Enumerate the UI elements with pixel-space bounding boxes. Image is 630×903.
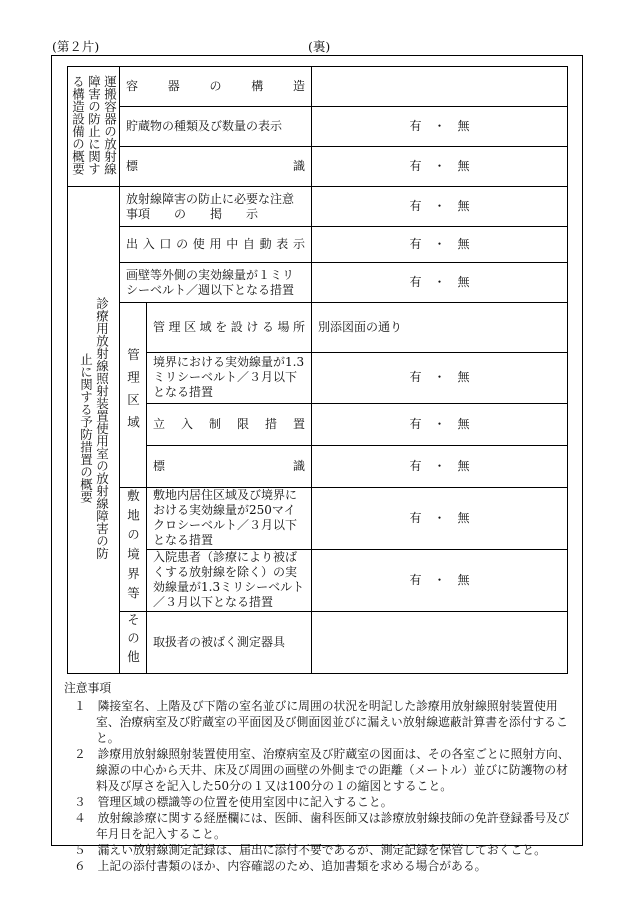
row-shikichi-resident-label: 敷地内居住区域及び境界における実効線量が250マイクロシーベルト／３月以下となる措置 (147, 487, 312, 549)
row-container-structure-label: 容 器 の 構 造 (120, 67, 312, 107)
note-item-2: ２ 診療用放射線照射装置使用室、治療病室及び貯蔵室の図面は、その各室ごとに照射方向、線源の中心から天井、床及び周囲の画壁の外側までの距離（メートル）並びに防護物の材料及び厚さを記入した50分の１又は100分の１の縮図とすること。 (74, 747, 570, 793)
shikichi-heading: 敷地の境界等 (120, 487, 147, 611)
note-item-4: ４ 放射線診療に関する経歴欄には、医師、歯科医師又は診療放射線技師の免許登録番号及び年月日を記入すること。 (74, 811, 570, 841)
row-shikichi-inpatient-label: 入院患者（診療により被ばくする放射線を除く）の実効線量が1.3ミリシーベルト／３月以下となる措置 (147, 549, 312, 611)
row-wall-dose-value[interactable]: 有 ・ 無 (312, 263, 568, 303)
row-kanri-place-label: 管理区域を設ける場所 (147, 303, 312, 353)
row-shikichi-resident-value[interactable]: 有 ・ 無 (312, 487, 568, 549)
row-auto-display-value[interactable]: 有 ・ 無 (312, 227, 568, 263)
row-storage-display-value[interactable]: 有 ・ 無 (312, 107, 568, 147)
section1-heading: 運搬容器の放射線障害の防止に関する構造設備の概要 (68, 67, 120, 187)
page-piece-label: (第２片) (52, 39, 100, 54)
row-notice-posting-label: 放射線障害の防止に必要な注意事項 の 掲 示 (120, 187, 312, 227)
row-kanri-entry-value[interactable]: 有 ・ 無 (312, 403, 568, 445)
kanri-heading: 管理区域 (120, 303, 147, 487)
row-kanri-place-value[interactable]: 別添図面の通り (312, 303, 568, 353)
row-kanri-boundary-label: 境界における実効線量が1.3ミリシーベルト／３月以下となる措置 (147, 353, 312, 403)
row-notice-posting-value[interactable]: 有 ・ 無 (312, 187, 568, 227)
row-sonota-dosimeter-value[interactable] (312, 611, 568, 673)
row-sign-value[interactable]: 有 ・ 無 (312, 147, 568, 187)
sonota-heading: その他 (120, 611, 147, 673)
section2-heading: 診療用放射線照射装置使用室の放射線障害の防止に関する予防措置の概要 (68, 187, 120, 674)
row-kanri-entry-label: 立 入 制 限 措 置 (147, 403, 312, 445)
row-shikichi-inpatient-value[interactable]: 有 ・ 無 (312, 549, 568, 611)
row-container-structure-value[interactable] (312, 67, 568, 107)
row-kanri-sign-value[interactable]: 有 ・ 無 (312, 445, 568, 487)
row-kanri-sign-label: 標 識 (147, 445, 312, 487)
row-kanri-boundary-value[interactable]: 有 ・ 無 (312, 353, 568, 403)
row-sonota-dosimeter-label: 取扱者の被ばく測定器具 (147, 611, 312, 673)
form-table (67, 66, 568, 674)
row-auto-display-label: 出入口の使用中自動表示 (120, 227, 312, 263)
note-item-5: ５ 漏えい放射線測定記録は、届出に添付不要であるが、測定記録を保管しておくこと。 (74, 843, 546, 857)
page-side-label: (裏) (308, 39, 331, 54)
notes-title: 注意事項 (64, 681, 112, 695)
row-sign-label: 標 識 (120, 147, 312, 187)
note-item-6: ６ 上記の添付書類のほか、内容確認のため、追加書類を求める場合がある。 (74, 859, 487, 873)
row-storage-display-label: 貯蔵物の種類及び数量の表示 (120, 107, 312, 147)
row-wall-dose-label: 画壁等外側の実効線量が１ミリシーベルト／週以下となる措置 (120, 263, 312, 303)
notes-section (64, 680, 579, 874)
note-item-1: １ 隣接室名、上階及び下階の室名並びに周囲の状況を明記した診療用放射線照射装置使用室、治療病室及び貯蔵室の平面図及び側面図並びに漏えい放射線遮蔽計算書を添付すること。 (74, 699, 568, 745)
note-item-3: ３ 管理区域の標識等の位置を使用室図中に記入すること。 (74, 795, 393, 809)
